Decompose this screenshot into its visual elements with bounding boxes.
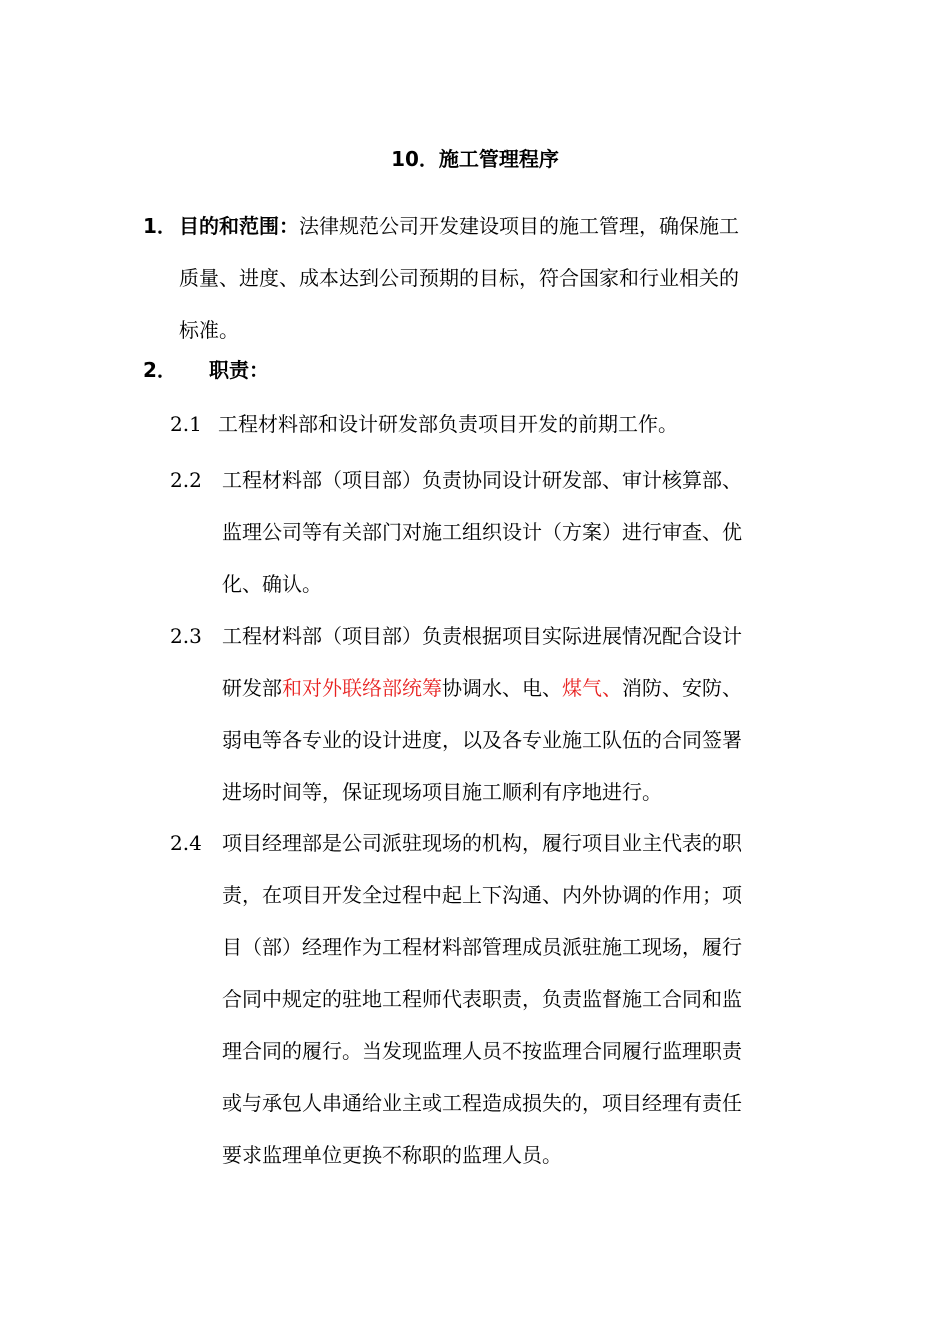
item-number: 2.2 xyxy=(170,468,202,492)
highlighted-text: 和对外联络部统筹 xyxy=(282,676,442,700)
list-item-2-2 xyxy=(170,454,830,610)
paragraph-line: 工程材料部和设计研发部负责项目开发的前期工作。 xyxy=(218,412,678,436)
section-number: 2． xyxy=(143,358,177,382)
paragraph-line: 监理公司等有关部门对施工组织设计（方案）进行审查、优 xyxy=(222,520,742,544)
list-item-2-1 xyxy=(170,398,830,450)
paragraph-line: 或与承包人串通给业主或工程造成损失的，项目经理有责任 xyxy=(222,1091,742,1115)
paragraph-text: 法律规范公司开发建设项目的施工管理，确保施工 xyxy=(299,214,739,238)
paragraph-line: 目（部）经理作为工程材料部管理成员派驻施工现场，履行 xyxy=(222,935,742,959)
paragraph-line: 要求监理单位更换不称职的监理人员。 xyxy=(222,1143,562,1167)
text-run: 研发部 xyxy=(222,676,282,700)
list-item-2-3 xyxy=(170,610,830,818)
section-number: 1． xyxy=(143,214,177,238)
item-text xyxy=(170,610,830,818)
item-text xyxy=(170,454,830,610)
item-number: 2.1 xyxy=(170,412,202,436)
item-number: 2.3 xyxy=(170,624,202,648)
paragraph-line xyxy=(179,200,823,252)
paragraph-line: 进场时间等，保证现场项目施工顺利有序地进行。 xyxy=(222,780,662,804)
paragraph-line: 工程材料部（项目部）负责根据项目实际进展情况配合设计 xyxy=(222,624,742,648)
item-text xyxy=(170,817,830,1181)
paragraph-line xyxy=(222,662,830,714)
text-run: 协调水、电、 xyxy=(442,676,562,700)
paragraph-line: 标准。 xyxy=(179,318,239,342)
section-purpose-scope xyxy=(143,200,823,356)
paragraph-line: 质量、进度、成本达到公司预期的目标，符合国家和行业相关的 xyxy=(179,266,739,290)
item-text xyxy=(170,398,830,450)
list-item-2-4 xyxy=(170,817,830,1181)
paragraph-line: 工程材料部（项目部）负责协同设计研发部、审计核算部、 xyxy=(222,468,742,492)
text-run: 消防、安防、 xyxy=(622,676,742,700)
paragraph-line: 化、确认。 xyxy=(222,572,322,596)
paragraph-line: 责，在项目开发全过程中起上下沟通、内外协调的作用；项 xyxy=(222,883,742,907)
section-label: 职责： xyxy=(209,358,269,382)
paragraph-line: 项目经理部是公司派驻现场的机构，履行项目业主代表的职 xyxy=(222,831,742,855)
section-label: 目的和范围： xyxy=(179,214,299,238)
section-responsibilities-heading xyxy=(143,344,269,396)
paragraph-line: 理合同的履行。当发现监理人员不按监理合同履行监理职责 xyxy=(222,1039,742,1063)
paragraph-line: 合同中规定的驻地工程师代表职责，负责监督施工合同和监 xyxy=(222,987,742,1011)
document-title: 10．施工管理程序 xyxy=(391,147,559,171)
highlighted-text: 煤气、 xyxy=(562,676,622,700)
item-number: 2.4 xyxy=(170,831,202,855)
section-body xyxy=(143,200,823,356)
paragraph-line: 弱电等各专业的设计进度，以及各专业施工队伍的合同签署 xyxy=(222,728,742,752)
